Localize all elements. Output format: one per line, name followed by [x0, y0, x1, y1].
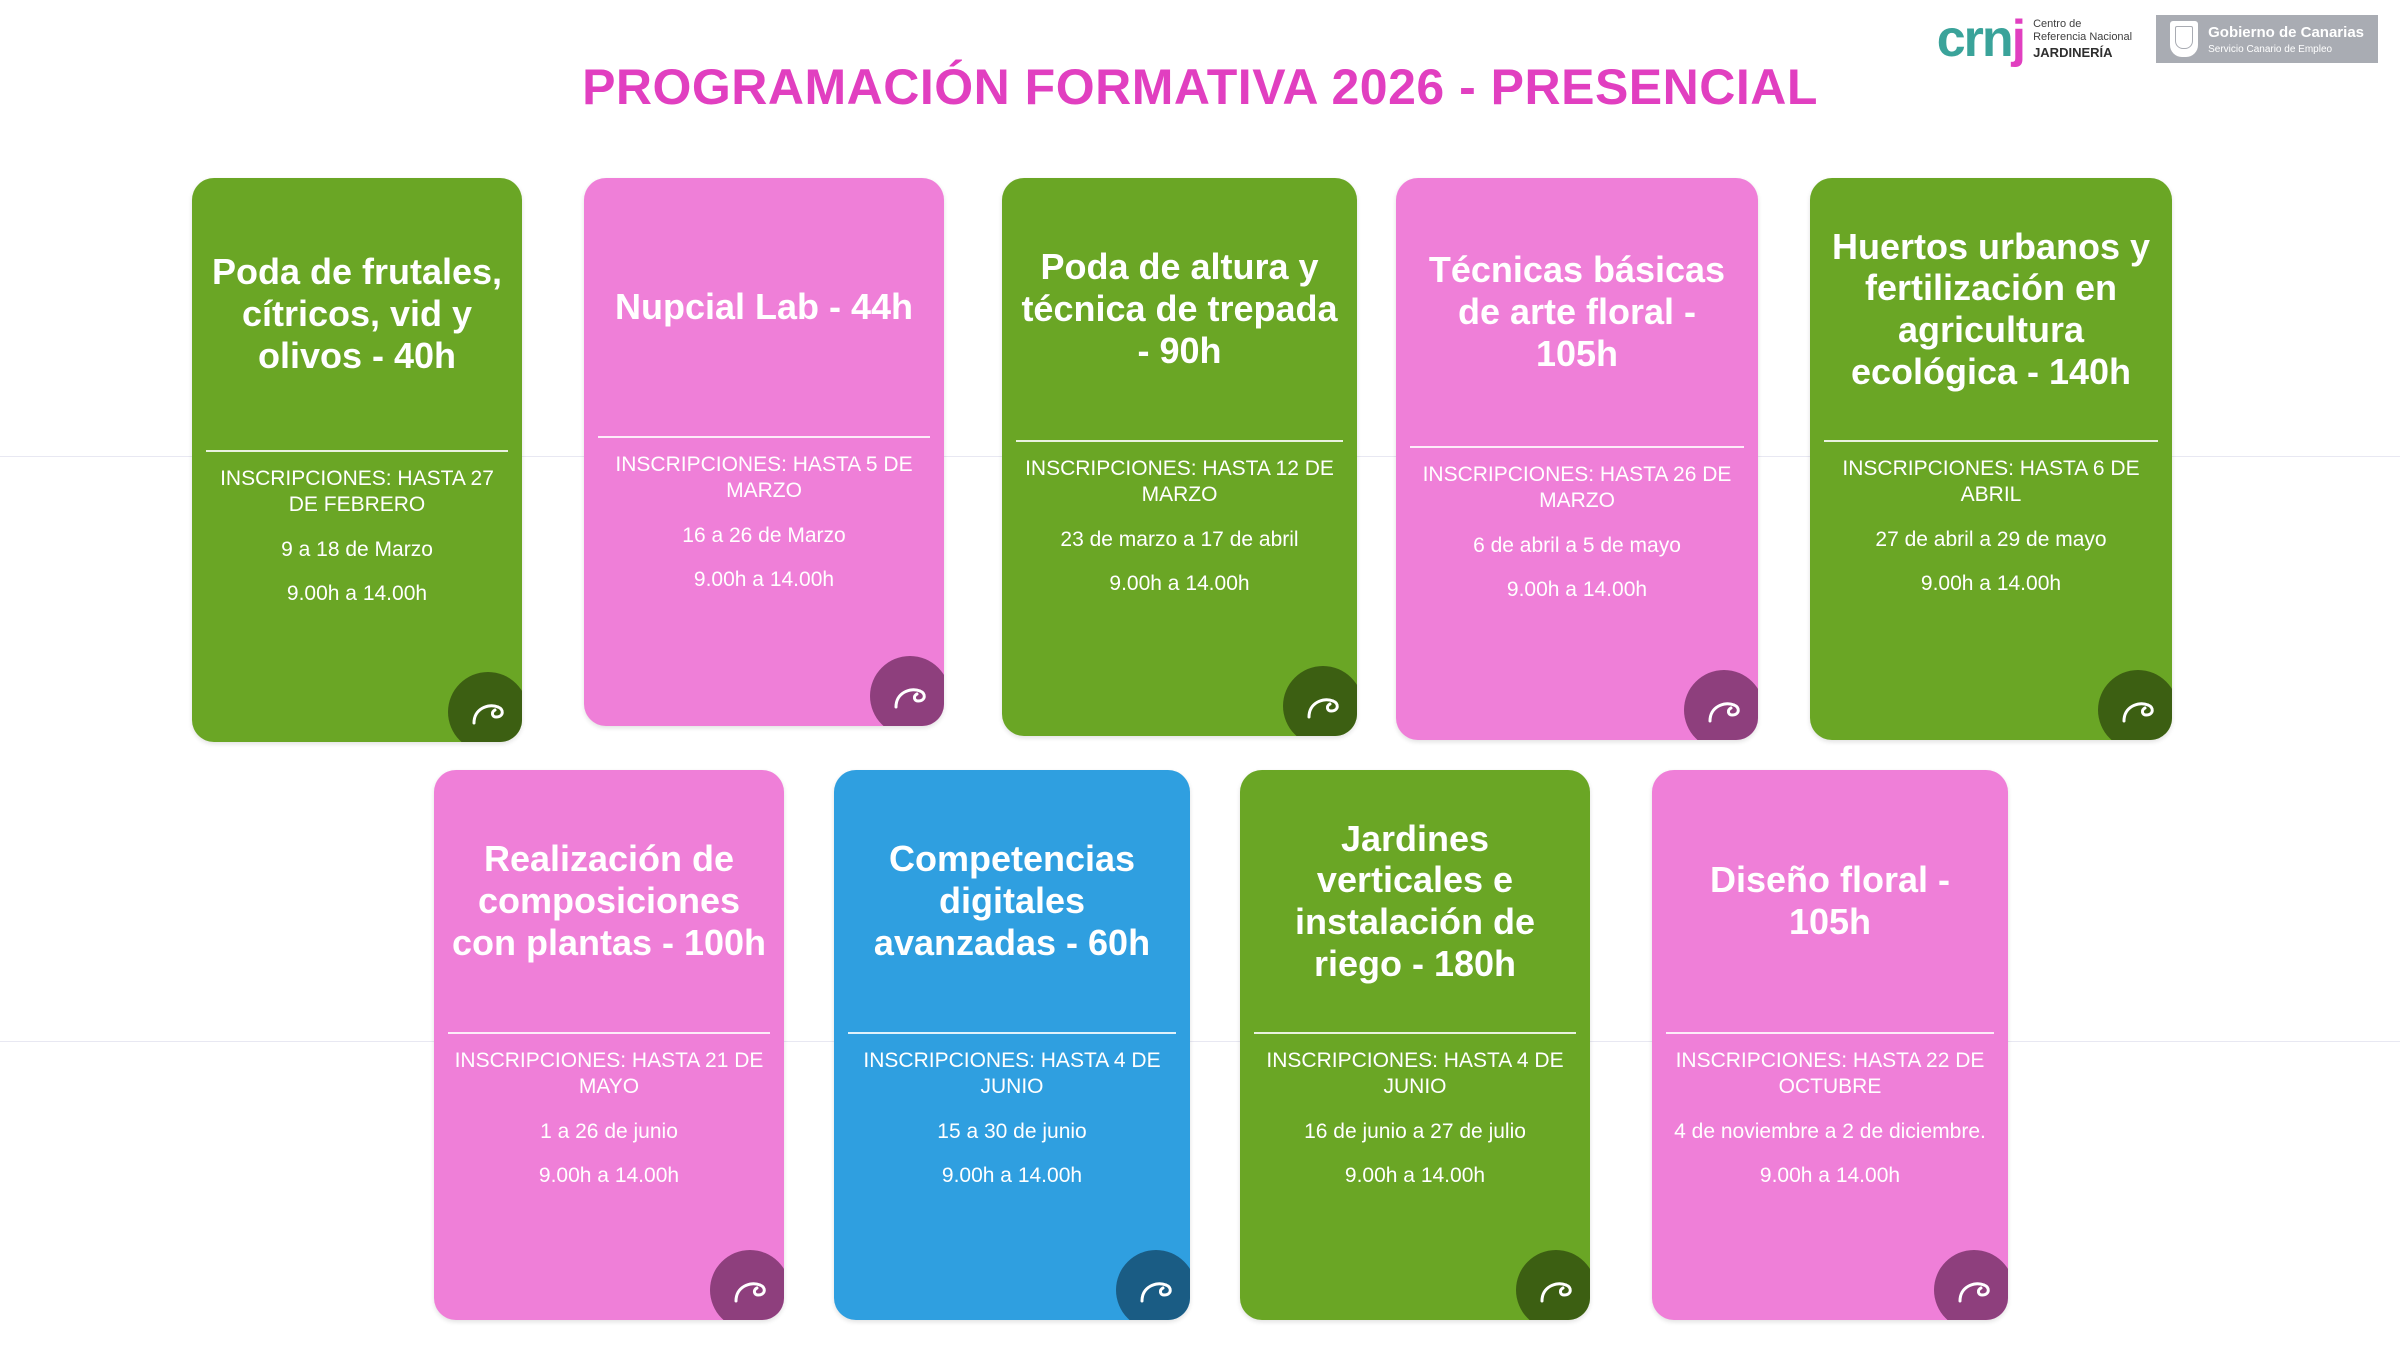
- gobierno-canarias-line1: Gobierno de Canarias: [2208, 24, 2364, 42]
- course-dates: 27 de abril a 29 de mayo: [1875, 527, 2107, 551]
- course-dates: 1 a 26 de junio: [540, 1119, 678, 1143]
- course-dates: 15 a 30 de junio: [937, 1119, 1087, 1143]
- crnj-logo-line1: Centro de: [2033, 17, 2082, 30]
- course-hours: 9.00h a 14.00h: [286, 581, 428, 605]
- course-hours: 9.00h a 14.00h: [1506, 577, 1648, 601]
- course-hours: 9.00h a 14.00h: [538, 1163, 680, 1187]
- sprout-icon: [1934, 1250, 2008, 1320]
- course-details: [1652, 1034, 2008, 1189]
- course-details: [192, 452, 522, 607]
- course-hours: 9.00h a 14.00h: [1344, 1163, 1486, 1187]
- course-inscriptions: INSCRIPCIONES: HASTA 4 DE JUNIO: [863, 1049, 1161, 1099]
- course-hours: 9.00h a 14.00h: [1759, 1163, 1901, 1187]
- course-inscriptions: INSCRIPCIONES: HASTA 26 DE MARZO: [1422, 463, 1732, 513]
- course-inscriptions: INSCRIPCIONES: HASTA 4 DE JUNIO: [1266, 1049, 1564, 1099]
- sprout-icon: [1283, 666, 1357, 736]
- course-dates: 4 de noviembre a 2 de diciembre.: [1674, 1119, 1986, 1143]
- course-details: [1396, 448, 1758, 603]
- crnj-logo-mark-accent: j: [2011, 10, 2025, 68]
- course-hours: 9.00h a 14.00h: [1920, 571, 2062, 595]
- course-hours: 9.00h a 14.00h: [693, 567, 835, 591]
- course-dates: 16 a 26 de Marzo: [682, 523, 846, 547]
- sprout-icon: [710, 1250, 784, 1320]
- background-guide-line-bottom: [0, 1041, 2400, 1042]
- course-inscriptions: INSCRIPCIONES: HASTA 6 DE ABRIL: [1842, 457, 2140, 507]
- course-title: Jardines verticales e instalación de riego - 180h: [1294, 817, 1536, 984]
- gobierno-canarias-logo: [2156, 15, 2378, 63]
- sprout-icon: [1684, 670, 1758, 740]
- course-dates: 9 a 18 de Marzo: [281, 537, 433, 561]
- course-inscriptions: INSCRIPCIONES: HASTA 5 DE MARZO: [615, 453, 913, 503]
- course-card[interactable]: [834, 770, 1190, 1320]
- page-header: [0, 0, 2400, 150]
- course-details: [584, 438, 944, 593]
- course-title: Poda de altura y técnica de trepada - 90h: [1021, 246, 1338, 371]
- course-card[interactable]: [584, 178, 944, 726]
- course-inscriptions: INSCRIPCIONES: HASTA 12 DE MARZO: [1025, 457, 1334, 507]
- course-hours: 9.00h a 14.00h: [1109, 571, 1250, 595]
- course-details: [434, 1034, 784, 1189]
- sprout-icon: [448, 672, 522, 742]
- course-title: Competencias digitales avanzadas - 60h: [873, 838, 1151, 963]
- course-card[interactable]: [1396, 178, 1758, 740]
- shield-icon: [2170, 21, 2198, 57]
- course-card[interactable]: [1240, 770, 1590, 1320]
- course-dates: 23 de marzo a 17 de abril: [1060, 527, 1299, 551]
- crnj-logo-mark: [1936, 10, 2025, 68]
- course-details: [1240, 1034, 1590, 1189]
- course-details: [1810, 442, 2172, 597]
- logo-group: [1931, 12, 2378, 67]
- gobierno-canarias-logo-text: [2208, 23, 2364, 56]
- course-inscriptions: INSCRIPCIONES: HASTA 27 DE FEBRERO: [220, 467, 494, 517]
- course-title: Realización de composiciones con plantas - 100h: [451, 838, 767, 963]
- sprout-icon: [870, 656, 944, 726]
- gobierno-canarias-line2: Servicio Canario de Empleo: [2208, 43, 2333, 55]
- course-card[interactable]: [1810, 178, 2172, 740]
- course-card[interactable]: [434, 770, 784, 1320]
- course-title: Huertos urbanos y fertilización en agricultura ecológica - 140h: [1831, 225, 2151, 392]
- course-details: [834, 1034, 1190, 1189]
- crnj-logo-mark-text: crn: [1936, 10, 2012, 68]
- course-title: Poda de frutales, cítricos, vid y olivos - 40h: [211, 251, 503, 376]
- course-card[interactable]: [192, 178, 522, 742]
- course-title: Nupcial Lab - 44h: [614, 286, 914, 328]
- course-hours: 9.00h a 14.00h: [941, 1163, 1083, 1187]
- course-dates: 6 de abril a 5 de mayo: [1473, 533, 1681, 557]
- page-title: PROGRAMACIÓN FORMATIVA 2026 - PRESENCIAL: [582, 59, 1818, 115]
- sprout-icon: [1516, 1250, 1590, 1320]
- course-inscriptions: INSCRIPCIONES: HASTA 21 DE MAYO: [454, 1049, 764, 1099]
- course-card[interactable]: [1002, 178, 1357, 736]
- course-details: [1002, 442, 1357, 597]
- crnj-logo-line3: JARDINERÍA: [2033, 45, 2113, 61]
- course-dates: 16 de junio a 27 de julio: [1304, 1119, 1526, 1143]
- sprout-icon: [2098, 670, 2172, 740]
- course-card[interactable]: [1652, 770, 2008, 1320]
- course-title: Diseño floral - 105h: [1709, 859, 1951, 942]
- crnj-logo: [1931, 12, 2138, 67]
- crnj-logo-line2: Referencia Nacional: [2033, 31, 2133, 44]
- course-title: Técnicas básicas de arte floral - 105h: [1428, 249, 1726, 374]
- sprout-icon: [1116, 1250, 1190, 1320]
- crnj-logo-text: [2033, 18, 2132, 62]
- course-inscriptions: INSCRIPCIONES: HASTA 22 DE OCTUBRE: [1675, 1049, 1985, 1099]
